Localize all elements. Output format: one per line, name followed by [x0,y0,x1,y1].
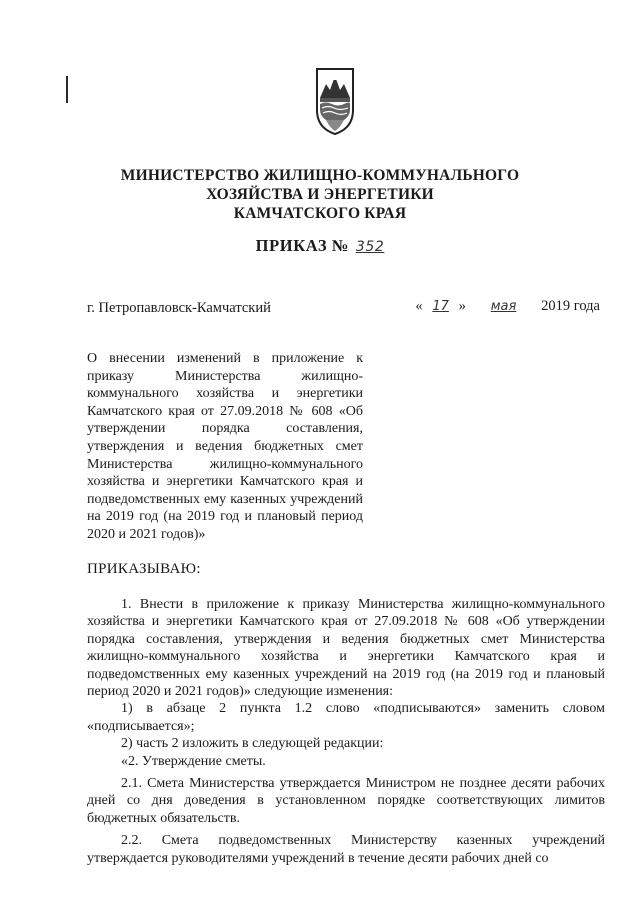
ministry-line-1: МИНИСТЕРСТВО ЖИЛИЩНО-КОММУНАЛЬНОГО [120,167,520,184]
ministry-line-3: КАМЧАТСКОГО КРАЯ [233,205,407,222]
paragraph-subitem-1: 1) в абзаце 2 пункта 1.2 слово «подписываются» заменить словом «подписывается»; [87,701,605,734]
order-heading [0,236,640,256]
paragraph-item-1: 1. Внести в приложение к приказу Министерства жилищно-коммунального хозяйства и энергетики Камчатского края от 27.09.2018 № 608 «Об утверждении порядка составления, утверждения и ведения бюджетных смет Министерства жилищно-коммунального хозяйства и энергетики Камчатского края и подведомственных ему казенных учреждений на 2019 год (на 2019 год и плановый период 2020 и 2021 годов)» следующие изменения: [87,597,605,700]
order-title: ПРИКАЗ № [255,236,350,255]
city: г. Петропавловск-Камчатский [87,300,271,316]
paragraph-2-2: 2.2. Смета подведомственных Министерству казенных учреждений утверждается руководителями учреждений в течение десяти рабочих дней со [87,833,605,866]
date-close-quote: » [458,298,466,314]
paragraph-2-1: 2.1. Смета Министерства утверждается Министром не позднее десяти рабочих дней со дня доведения в установленном порядке соответствующих лимитов бюджетных обязательств. [87,776,605,826]
order-subject: О внесении изменений в приложение к приказу Министерства жилищно-коммунального хозяйства и энергетики Камчатского края от 27.09.2018 № 608 «Об утверждении порядка составления, утверждения и ведения бюджетных смет Министерства жилищно-коммунального хозяйства и энергетики Камчатского края и подведомственных ему казенных учреждений на 2019 год (на 2019 год и плановый период 2020 и 2021 годов)» [87,351,363,542]
paragraph-section-2-title: «2. Утверждение сметы. [121,753,266,769]
margin-line-mark [66,76,68,103]
date-day: 17 [432,299,449,314]
paragraph-subitem-2: 2) часть 2 изложить в следующей редакции: [121,736,384,752]
date-open-quote: « [415,298,423,314]
order-date [415,298,600,315]
ministry-line-2: ХОЗЯЙСТВА И ЭНЕРГЕТИКИ [206,186,434,203]
order-number: 352 [355,239,385,255]
ministry-name [0,166,640,223]
date-month: мая [490,299,517,314]
date-year: 2019 года [541,298,600,314]
kamchatka-coat-of-arms-icon [314,66,356,136]
prikaz-word: ПРИКАЗЫВАЮ: [87,561,201,577]
order-body [87,596,605,867]
